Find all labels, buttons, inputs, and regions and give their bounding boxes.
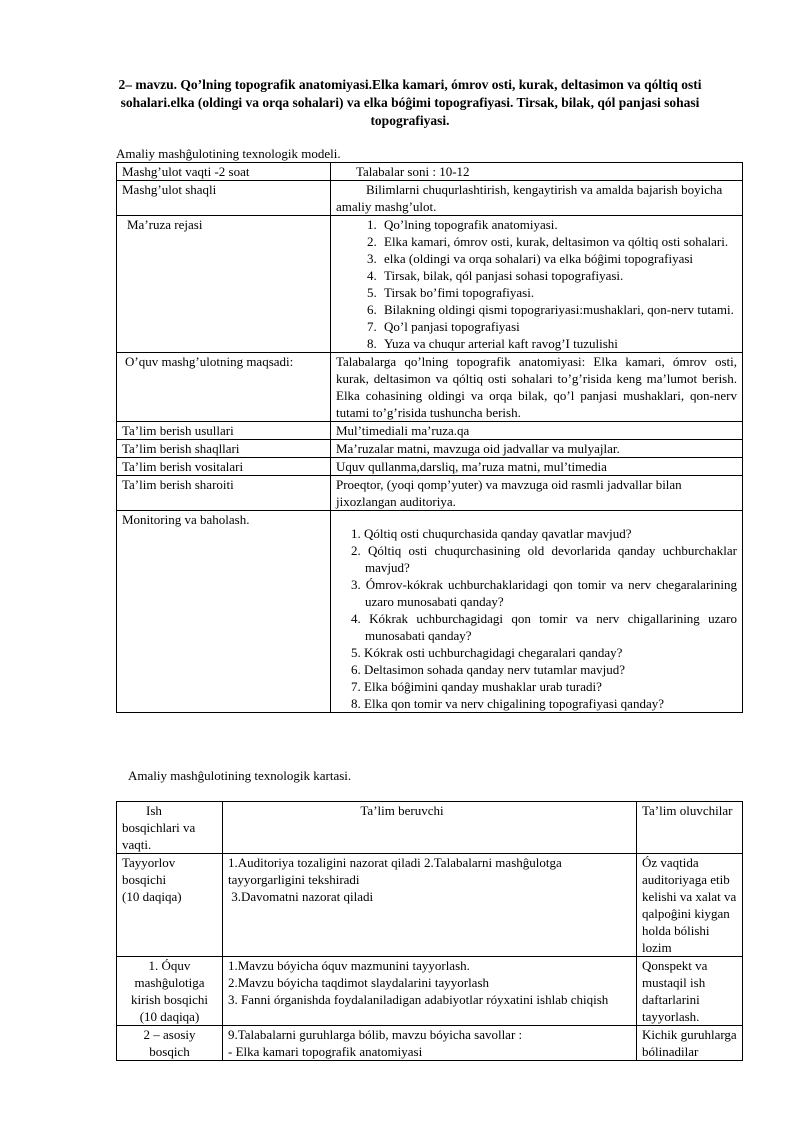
teacher-line: 3. Fanni órganishda foydalaniladigan adabiyotlar róyxatini ishlab chiqish bbox=[228, 992, 609, 1007]
model-caption: Amaliy mashĝulotining texnologik modeli. bbox=[116, 146, 341, 161]
conditions-label: Ta’lim berish sharoiti bbox=[117, 476, 331, 511]
table-row bbox=[117, 422, 743, 440]
goal-value: Talabalarga qo’lning topografik anatomiyasi: Elka kamari, ómrov osti, kurak, deltasimon va qóltiq osti sohalari to’g’risida keng ma’lumot berish. Elka cohasining oldingi va orqa bilak, qo’l panjasi mushaklari, qon-nerv tutami to’g’risida tushuncha berish. bbox=[331, 353, 743, 422]
list-item: 8. Elka qon tomir va nerv chigalining topografiyasi qanday? bbox=[351, 696, 664, 711]
plan-list bbox=[336, 216, 737, 352]
teacher-line: 9.Talabalarni guruhlarga bólib, mavzu bóyicha savollar : bbox=[228, 1027, 523, 1042]
table-row bbox=[117, 163, 743, 181]
teacher-line: - Elka kamari topografik anatomiyasi bbox=[228, 1044, 423, 1059]
header-teacher: Ta’lim beruvchi bbox=[223, 802, 637, 854]
conditions-value: Proeqtor, (yoqi qomp’yuter) va mavzuga oid rasmli jadvallar bilan jixozlangan auditoriya. bbox=[331, 476, 743, 511]
list-item: 4. Kókrak uchburchagidagi qon tomir va nerv chigallarining uzaro munosabati qanday? bbox=[351, 611, 737, 643]
table-row bbox=[117, 458, 743, 476]
methods-label: Ta’lim berish usullari bbox=[117, 422, 331, 440]
list-item: 2. Elka kamari, ómrov osti, kurak, deltasimon va qóltiq osti sohalari. bbox=[380, 233, 737, 250]
monitoring-label: Monitoring va baholash. bbox=[117, 511, 331, 713]
document-title: 2– mavzu. Qo’lning topografik anatomiyasi.Elka kamari, ómrov osti, kurak, deltasimon va qóltiq osti sohalari.elka (oldingi va orqa sohalari) va elka bóĝimi topografiyasi. Tirsak, bilak, qól panjasi sohasi topografiyasi. bbox=[118, 77, 702, 128]
list-item: 5. Tirsak bo’fimi topografiyasi. bbox=[380, 284, 737, 301]
questions-list bbox=[336, 525, 737, 712]
forms-label: Ta’lim berish shaqllari bbox=[117, 440, 331, 458]
card-caption: Amaliy mashĝulotining texnologik kartasi. bbox=[128, 768, 352, 783]
list-item: 7. Elka bóĝimini qanday mushaklar urab turadi? bbox=[351, 679, 602, 694]
student-cell: Óz vaqtida auditoriyaga etib kelishi va xalat va qalpoĝini kiygan holda bólishi lozim bbox=[637, 854, 743, 957]
stage-line: Tayyorlov bbox=[122, 855, 176, 870]
table-row bbox=[117, 181, 743, 216]
technology-model-table bbox=[116, 162, 743, 713]
goal-label: O’quv mashg’ulotning maqsadi: bbox=[117, 353, 331, 422]
plan-cell bbox=[331, 216, 743, 353]
teacher-line: 2.Mavzu bóyicha taqdimot slaydalarini tayyorlash bbox=[228, 975, 490, 990]
form-label: Mashg’ulot shaqli bbox=[117, 181, 331, 216]
tools-value: Uquv qullanma,darsliq, ma’ruza matni, mul’timedia bbox=[331, 458, 743, 476]
teacher-line: 1.Auditoriya tozaligini nazorat qiladi 2.Talabalarni mashĝulotga tayyorgarligini tekshiradi bbox=[228, 855, 562, 887]
teacher-cell bbox=[223, 854, 637, 957]
student-cell: Qonspekt va mustaqil ish daftarlarini tayyorlash. bbox=[637, 957, 743, 1026]
table-row bbox=[117, 353, 743, 422]
stage-line: (10 daqiqa) bbox=[139, 1009, 200, 1024]
table-row bbox=[117, 216, 743, 353]
list-item: 1. Qo’lning topografik anatomiyasi. bbox=[380, 216, 737, 233]
header-students: Ta’lim oluvchilar bbox=[637, 802, 743, 854]
stage-line: bosqich bbox=[149, 1044, 190, 1059]
list-item: 6. Deltasimon sohada qanday nerv tutamlar mavjud? bbox=[351, 662, 626, 677]
list-item: 8. Yuza va chuqur arterial kaft ravog’I tuzulishi bbox=[380, 335, 737, 352]
table-row bbox=[117, 802, 743, 854]
duration-cell: Mashg’ulot vaqti -2 soat bbox=[117, 163, 331, 181]
forms-value: Ma’ruzalar matni, mavzuga oid jadvallar va mulyajlar. bbox=[331, 440, 743, 458]
stage-cell bbox=[117, 1026, 223, 1061]
list-item: 6. Bilakning oldingi qismi topograriyasi:mushaklari, qon-nerv tutami. bbox=[380, 301, 737, 318]
plan-label: Ma’ruza rejasi bbox=[117, 216, 331, 353]
stage-cell bbox=[117, 957, 223, 1026]
stage-line: bosqichi bbox=[122, 872, 167, 887]
table-row bbox=[117, 476, 743, 511]
student-cell: Kichik guruhlarga bólinadilar bbox=[637, 1026, 743, 1061]
stage-line: 1. Óquv bbox=[148, 958, 191, 973]
table-row bbox=[117, 511, 743, 713]
teacher-line: 1.Mavzu bóyicha óquv mazmunini tayyorlash. bbox=[228, 958, 470, 973]
list-item: 1. Qóltiq osti chuqurchasida qanday qavatlar mavjud? bbox=[351, 526, 632, 541]
tools-label: Ta’lim berish vositalari bbox=[117, 458, 331, 476]
header-stage: Ish bosqichlari va vaqti. bbox=[117, 802, 223, 854]
teacher-line: 3.Davomatni nazorat qiladi bbox=[228, 889, 374, 904]
stage-line: (10 daqiqa) bbox=[122, 889, 182, 904]
table-row bbox=[117, 854, 743, 957]
table-row bbox=[117, 440, 743, 458]
stage-line: mashĝulotiga bbox=[134, 975, 205, 990]
students-count-cell: Talabalar soni : 10-12 bbox=[331, 163, 743, 181]
stage-line: kirish bosqichi bbox=[131, 992, 208, 1007]
stage-line: 2 – asosiy bbox=[143, 1027, 196, 1042]
list-item: 5. Kókrak osti uchburchagidagi chegaralari qanday? bbox=[351, 645, 623, 660]
teacher-cell bbox=[223, 1026, 637, 1061]
form-value: Bilimlarni chuqurlashtirish, kengaytirish va amalda bajarish boyicha amaliy mashg’ulot. bbox=[331, 181, 743, 216]
technology-card-table bbox=[116, 801, 743, 1061]
methods-value: Mul’timediali ma’ruza.qa bbox=[331, 422, 743, 440]
list-item: 7. Qo’l panjasi topografiyasi bbox=[380, 318, 737, 335]
list-item: 2. Qóltiq osti chuqurchasining old devorlarida qanday uchburchaklar mavjud? bbox=[351, 543, 737, 575]
table-row bbox=[117, 957, 743, 1026]
table-row bbox=[117, 1026, 743, 1061]
teacher-cell bbox=[223, 957, 637, 1026]
monitoring-cell bbox=[331, 511, 743, 713]
list-item: 4. Tirsak, bilak, qól panjasi sohasi topografiyasi. bbox=[380, 267, 737, 284]
list-item: 3. elka (oldingi va orqa sohalari) va elka bóĝimi topografiyasi bbox=[380, 250, 737, 267]
list-item: 3. Ómrov-kókrak uchburchaklaridagi qon tomir va nerv chegaralarining uzaro munosabati qanday? bbox=[351, 577, 737, 609]
stage-cell bbox=[117, 854, 223, 957]
